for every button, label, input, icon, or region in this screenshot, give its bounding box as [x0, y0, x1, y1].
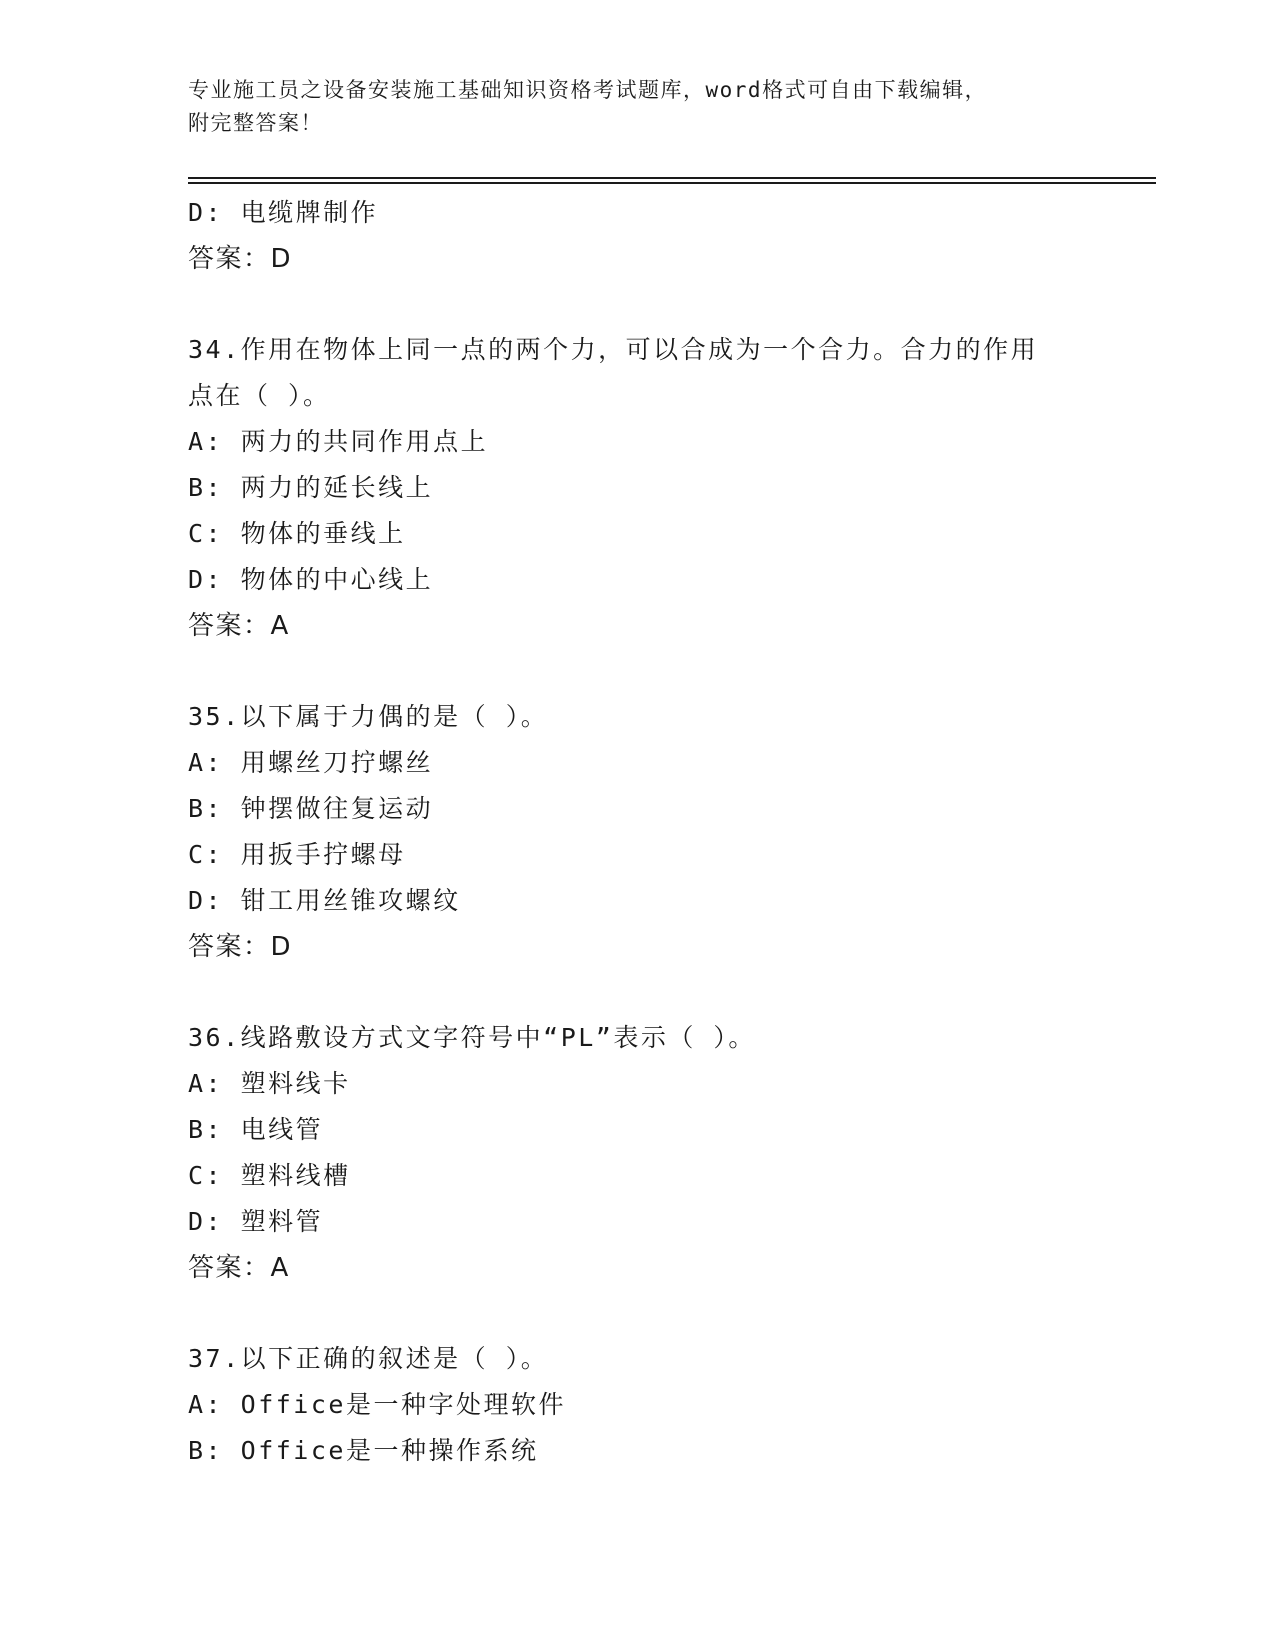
answer-line: 答案：A [188, 611, 290, 641]
option-a: A: 塑料线卡 [188, 1069, 351, 1098]
question-text: 37.以下正确的叙述是（ ）。 [188, 1344, 549, 1373]
option-d: D: 电缆牌制作 [188, 198, 379, 227]
option-d: D: 塑料管 [188, 1207, 324, 1236]
option-c: C: 物体的垂线上 [188, 519, 406, 548]
answer-line: 答案：D [188, 932, 293, 962]
option-b: B: 电线管 [188, 1115, 324, 1144]
question-text: 36.线路敷设方式文字符号中“PL”表示（ ）。 [188, 1023, 756, 1052]
option-b: B: 两力的延长线上 [188, 473, 434, 502]
question-block-37 [188, 1336, 1088, 1474]
header-title-line-1: 专业施工员之设备安装施工基础知识资格考试题库，word格式可自由下载编辑， [188, 78, 988, 102]
page-header [188, 74, 1088, 140]
block-spacer [188, 1291, 1088, 1336]
option-c: C: 用扳手拧螺母 [188, 840, 406, 869]
block-spacer [188, 970, 1088, 1015]
header-title-line-2: 附完整答案！ [188, 111, 323, 135]
question-block-35 [188, 694, 1088, 970]
answer-line: 答案：D [188, 244, 293, 274]
answer-line: 答案：A [188, 1253, 290, 1283]
question-text-continued: 点在（ ）。 [188, 381, 331, 410]
option-b: B: 钟摆做往复运动 [188, 794, 434, 823]
option-d: D: 钳工用丝锥攻螺纹 [188, 886, 461, 915]
block-spacer [188, 649, 1088, 694]
question-text: 35.以下属于力偶的是（ ）。 [188, 702, 549, 731]
option-a: A: 两力的共同作用点上 [188, 427, 489, 456]
question-text: 34.作用在物体上同一点的两个力，可以合成为一个合力。合力的作用 [188, 335, 1039, 364]
option-d: D: 物体的中心线上 [188, 565, 434, 594]
header-rule-bottom [188, 182, 1156, 184]
option-c: C: 塑料线槽 [188, 1161, 351, 1190]
option-a: A: 用螺丝刀拧螺丝 [188, 748, 434, 777]
question-block-36 [188, 1015, 1088, 1291]
question-list [188, 190, 1088, 1474]
block-spacer [188, 282, 1088, 327]
option-a: A: Office是一种字处理软件 [188, 1390, 566, 1419]
question-block-33-tail [188, 190, 1088, 282]
header-rule-top [188, 177, 1156, 179]
question-block-34 [188, 327, 1088, 649]
option-b: B: Office是一种操作系统 [188, 1436, 539, 1465]
